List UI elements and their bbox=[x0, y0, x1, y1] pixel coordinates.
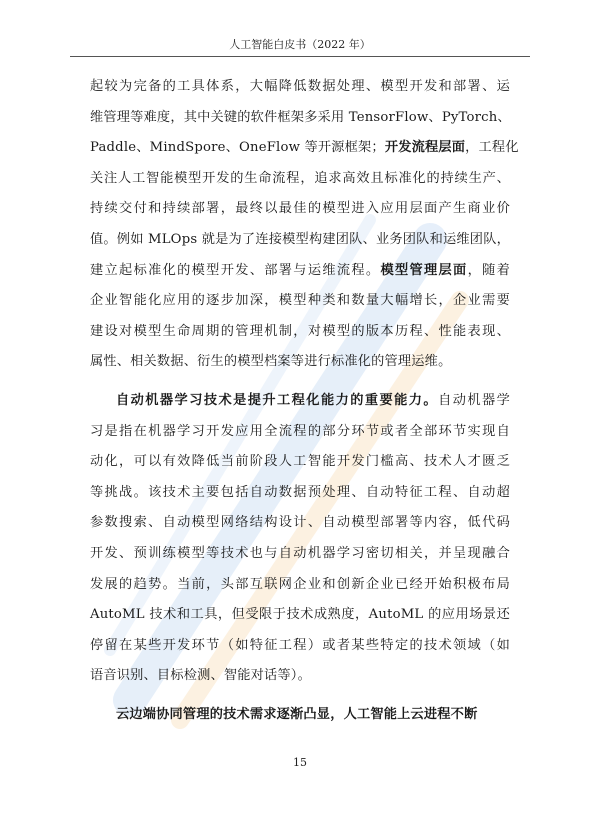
text-segment: 值。例如 MLOps 就是为了连接模型构建团队、业务团队和运维团队， bbox=[90, 231, 510, 247]
paragraph-gap bbox=[90, 692, 510, 700]
text-line bbox=[90, 103, 510, 134]
text-segment: 企业智能化应用的逐步加深，模型种类和数量大幅增长，企业需要 bbox=[90, 293, 510, 309]
text-segment: 习是指在机器学习开发应用全流程的部分环节或者全部环节实现自 bbox=[90, 423, 510, 439]
body-text bbox=[90, 72, 519, 730]
paragraph-gap bbox=[90, 378, 510, 386]
text-line bbox=[90, 286, 510, 317]
text-line bbox=[90, 133, 519, 164]
text-line bbox=[90, 478, 510, 509]
text-line bbox=[90, 600, 510, 631]
text-line bbox=[90, 386, 510, 417]
text-segment: 等挑战。该技术主要包括自动数据预处理、自动特征工程、自动超 bbox=[90, 484, 510, 500]
text-line bbox=[90, 164, 510, 195]
text-segment: 维管理等难度，其中关键的软件框架多采用 TensorFlow、PyTorch、 bbox=[90, 109, 511, 125]
text-segment: 属性、相关数据、衍生的模型档案等进行标准化的管理运维。 bbox=[90, 354, 452, 370]
text-line bbox=[90, 700, 510, 731]
text-segment: 语音识别、目标检测、智能对话等）。 bbox=[90, 668, 311, 684]
text-segment: 起较为完备的工具体系，大幅降低数据处理、模型开发和部署、运 bbox=[90, 79, 510, 94]
text-segment: ，工程化 bbox=[465, 140, 519, 156]
text-segment: 开发、预训练模型等技术也与自动机器学习密切相关，并呈现融合 bbox=[90, 545, 510, 561]
text-segment: 持续交付和持续部署，最终以最佳的模型进入应用层面产生商业价 bbox=[90, 201, 510, 217]
text-line bbox=[90, 256, 510, 287]
text-segment: 关注人工智能模型开发的生命流程，追求高效且标准化的持续生产、 bbox=[90, 170, 510, 186]
bold-text: 自动机器学习技术是提升工程化能力的重要能力。 bbox=[116, 392, 439, 408]
header-divider bbox=[70, 56, 530, 57]
bold-text: 开发流程层面 bbox=[384, 140, 466, 156]
page-header bbox=[0, 36, 600, 52]
text-segment: 建设对模型生命周期的管理机制，对模型的版本历程、性能表现、 bbox=[90, 323, 510, 339]
bold-text: 模型管理层面 bbox=[380, 262, 468, 278]
header-title: 人工智能白皮书（2022 年） bbox=[229, 38, 371, 51]
text-line bbox=[90, 508, 510, 539]
text-segment: 建立起标准化的模型开发、部署与运维流程。 bbox=[90, 262, 381, 278]
text-line bbox=[90, 539, 510, 570]
text-segment: ，随着 bbox=[467, 262, 511, 278]
text-segment: 发展的趋势。当前，头部互联网企业和创新企业已经开始积极布局 bbox=[90, 576, 510, 592]
text-segment: 参数搜索、自动模型网络结构设计、自动模型部署等内容，低代码 bbox=[90, 515, 510, 531]
page-number-label: 15 bbox=[293, 756, 307, 769]
text-line bbox=[90, 447, 510, 478]
text-segment: AutoML 技术和工具，但受限于技术成熟度，AutoML 的应用场景还 bbox=[90, 607, 510, 623]
page-number bbox=[0, 756, 600, 769]
text-line bbox=[90, 570, 510, 601]
bold-text: 云边端协同管理的技术需求逐渐凸显，人工智能上云进程不断 bbox=[116, 706, 478, 722]
text-line bbox=[90, 72, 510, 103]
text-segment: 动化，可以有效降低当前阶段人工智能开发门槛高、技术人才匮乏 bbox=[90, 454, 510, 470]
text-segment: Paddle、MindSpore、OneFlow 等开源框架； bbox=[90, 140, 385, 156]
text-line bbox=[90, 631, 510, 662]
text-line bbox=[90, 194, 510, 225]
text-line bbox=[90, 661, 510, 692]
text-line bbox=[90, 317, 510, 348]
text-line bbox=[90, 417, 510, 448]
text-segment: 自动机器学 bbox=[438, 392, 511, 408]
text-line bbox=[90, 225, 510, 256]
text-line bbox=[90, 347, 510, 378]
text-segment: 停留在某些开发环节（如特征工程）或者某些特定的技术领域（如 bbox=[90, 637, 510, 653]
